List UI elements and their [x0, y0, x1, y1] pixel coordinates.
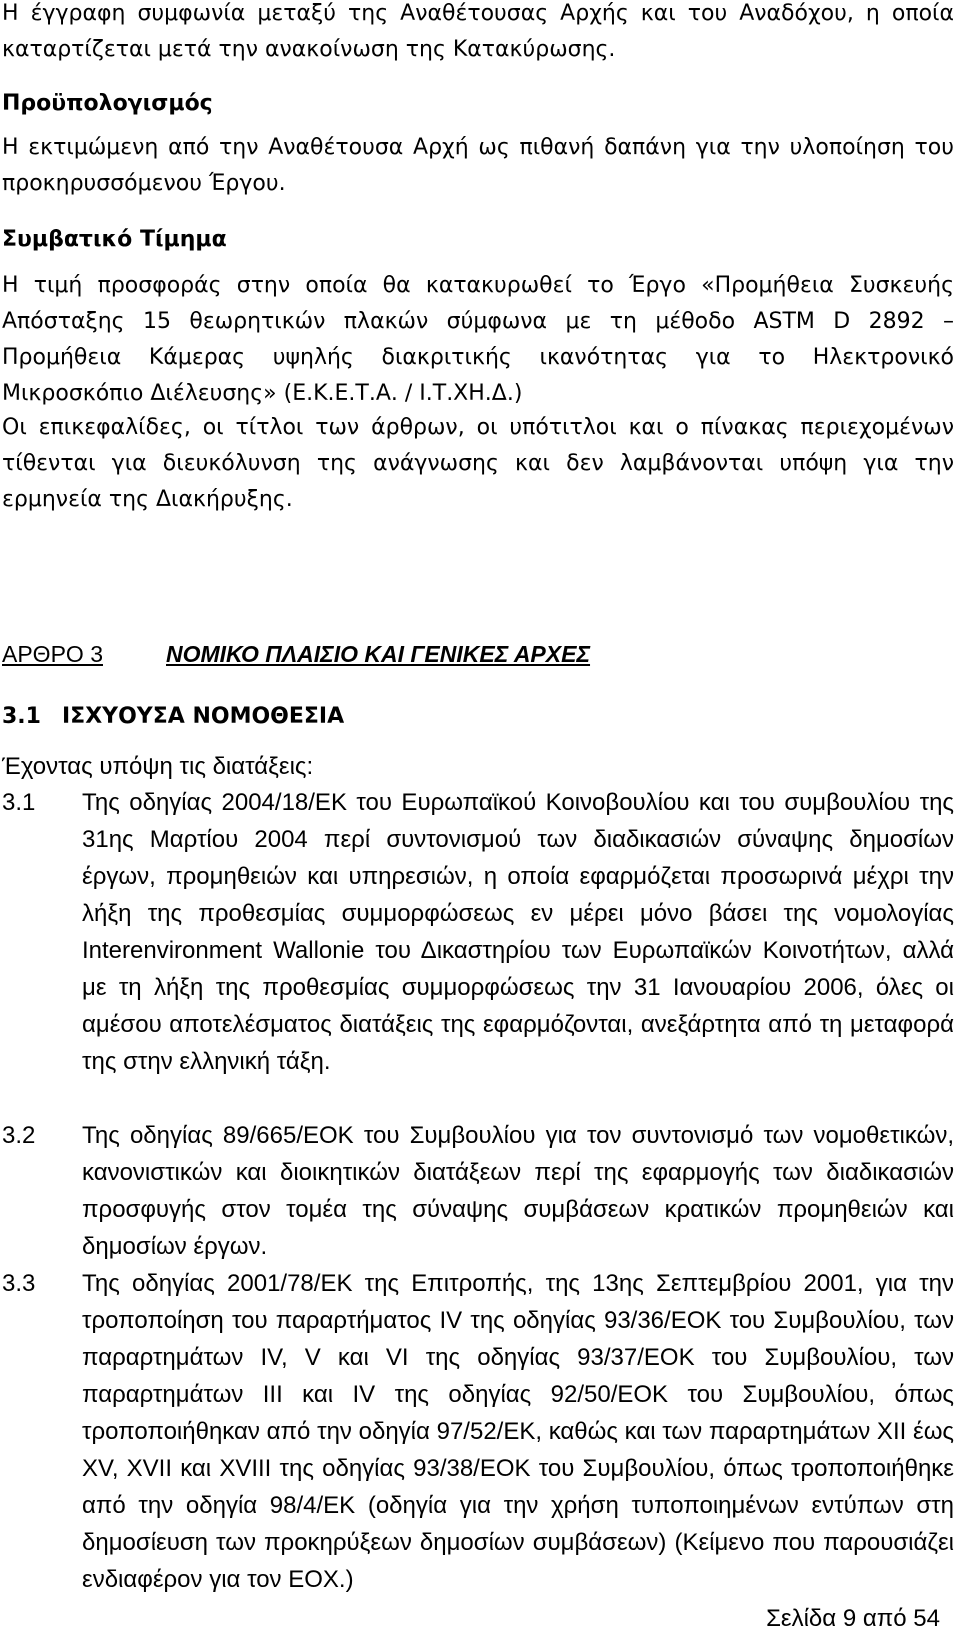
section-number: 3.1: [2, 704, 41, 729]
page-number-footer: Σελίδα 9 από 54: [766, 1605, 940, 1632]
provisions-intro: Έχοντας υπόψη τις διατάξεις:: [2, 753, 314, 780]
contract-price-heading: Συμβατικό Τίμημα: [2, 227, 227, 252]
list-item: [2, 1117, 954, 1265]
contract-price-definition: Η τιμή προσφοράς στην οποία θα κατακυρωθεί το Έργο «Προμήθεια Συσκευής Απόσταξης 15 θεωρητικών πλακών σύμφωνα με τη μέθοδο ASTM D 2892 – Προμήθεια Κάμερας υψηλής διακριτικής ικανότητας για το Ηλεκτρονικό Μικροσκόπιο Διέλευσης» (Ε.Κ.Ε.Τ.Α. / Ι.Τ.ΧΗ.Δ.): [2, 273, 954, 406]
headings-note-paragraph: Οι επικεφαλίδες, οι τίτλοι των άρθρων, οι υπότιτλοι και ο πίνακας περιεχομένων τίθενται για διευκόλυνση της ανάγνωσης και δεν λαμβάνονται υπόψη για την ερμηνεία της Διακήρυξης.: [2, 415, 954, 512]
intro-tail-paragraph: Η έγγραφη συμφωνία μεταξύ της Αναθέτουσας Αρχής και του Αναδόχου, η οποία καταρτίζεται μετά την ανακοίνωση της Κατακύρωσης.: [2, 1, 954, 62]
provision-number: 3.3: [2, 1270, 36, 1297]
article-title: ΝΟΜΙΚΟ ΠΛΑΙΣΙΟ ΚΑΙ ΓΕΝΙΚΕΣ ΑΡΧΕΣ: [166, 641, 591, 667]
section-heading: [2, 701, 344, 733]
provision-text: Της οδηγίας 2001/78/ΕΚ της Επιτροπής, της 13ης Σεπτεμβρίου 2001, για την τροποποίηση του παραρτήματος IV της οδηγίας 93/36/ΕΟΚ του Συμβουλίου, των παραρτημάτων IV, V και VI της οδηγίας 93/37/ΕΟΚ του Συμβουλίου, των παραρτημάτων ΙΙΙ και IV της οδηγίας 92/50/ΕΟΚ του Συμβουλίου, όπως τροποποιήθηκαν από την οδηγία 97/52/ΕΚ, καθώς και των παραρτημάτων XII έως XV, XVII και XVIII της οδηγίας 93/38/ΕΟΚ του Συμβουλίου, όπως τροποποιήθηκε από την οδηγία 98/4/ΕΚ (οδηγία για την χρήση τυποποιημένων εντύπων στη δημοσίευση των προκηρύξεων δημοσίων συμβάσεων) (Κείμενο που παρουσιάζει ενδιαφέρον για τον ΕΟΧ.): [82, 1270, 954, 1593]
budget-definition: Η εκτιμώμενη από την Αναθέτουσα Αρχή ως πιθανή δαπάνη για την υλοποίηση του προκηρυσσόμενου Έργου.: [2, 135, 954, 196]
article-heading: [2, 638, 590, 670]
budget-heading: Προϋπολογισμός: [2, 91, 213, 116]
provision-number: 3.1: [2, 789, 36, 816]
list-item: [2, 1265, 954, 1598]
section-title: ΙΣΧΥΟΥΣΑ ΝΟΜΟΘΕΣΙΑ: [62, 704, 345, 729]
provision-number: 3.2: [2, 1122, 36, 1149]
provision-text: Της οδηγίας 89/665/ΕΟΚ του Συμβουλίου για τον συντονισμό των νομοθετικών, κανονιστικών και διοικητικών διατάξεων περί της εφαρμογής των διαδικασιών προσφυγής στον τομέα της σύναψης συμβάσεων κρατικών προμηθειών και δημοσίων έργων.: [82, 1122, 954, 1260]
article-number: ΑΡΘΡΟ 3: [2, 641, 103, 667]
provision-text: Της οδηγίας 2004/18/ΕΚ του Ευρωπαϊκού Κοινοβουλίου και του συμβουλίου της 31ης Μαρτίου 2004 περί συντονισμού των διαδικασιών σύναψης δημοσίων έργων, προμηθειών και υπηρεσιών, η οποία εφαρμόζεται προσωρινά μέχρι την λήξη της προθεσμίας συμμορφώσεως εν μέρει μόνο βάσει της νομολογίας Interenvironment Wallonie του Δικαστηρίου των Ευρωπαϊκών Κοινοτήτων, αλλά με τη λήξη της προθεσμίας συμμορφώσεως την 31 Ιανουαρίου 2006, όλες οι αμέσου αποτελέσματος διατάξεις της εφαρμόζονται, ανεξάρτητα από τη μεταφορά της στην ελληνική τάξη.: [82, 789, 954, 1075]
list-item: [2, 784, 954, 1080]
